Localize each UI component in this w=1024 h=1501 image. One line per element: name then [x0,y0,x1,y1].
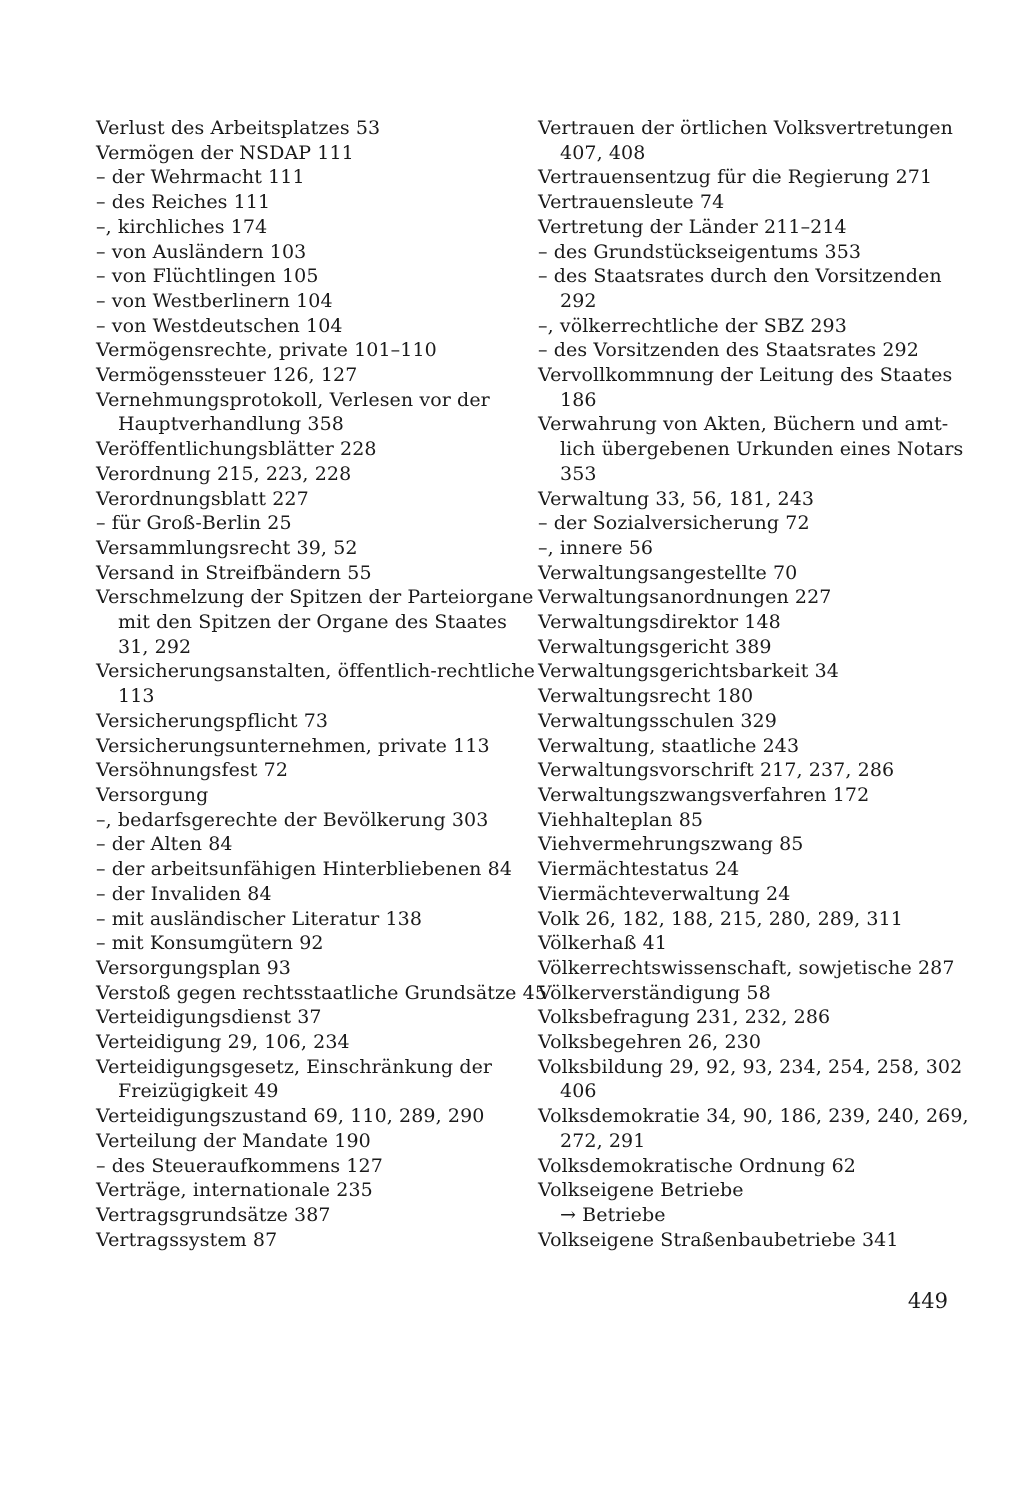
index-entry: Versorgung [96,783,209,806]
index-entry: – von Westberlinern 104 [96,289,333,312]
index-entry: Versammlungsrecht 39, 52 [96,536,358,559]
index-entry: – der Sozialversicherung 72 [538,512,810,535]
index-entry: –, innere 56 [538,536,654,559]
index-entry: Versorgungsplan 93 [96,956,291,979]
index-entry: lich übergebenen Urkunden eines Notars [560,438,964,461]
index-entry: Verwaltungsangestellte 70 [538,561,798,584]
index-entry: –, kirchliches 174 [96,215,268,238]
index-entry: Vervollkommnung der Leitung des Staates [538,364,953,387]
index-entry: Verwahrung von Akten, Büchern und amt- [538,413,949,436]
index-entry: Freizügigkeit 49 [118,1080,279,1103]
index-entry: Vertragssystem 87 [96,1228,278,1251]
index-entry: → Betriebe [560,1203,666,1226]
index-entry: Verwaltung 33, 56, 181, 243 [538,487,815,510]
index-entry: 353 [560,462,597,485]
index-entry: – von Ausländern 103 [96,240,307,263]
index-entry: Vermögen der NSDAP 111 [96,141,354,164]
index-entry: – der Invaliden 84 [96,882,272,905]
index-entry: Völkerverständigung 58 [538,981,771,1004]
index-entry: Verwaltungsanordnungen 227 [538,586,832,609]
index-entry: Verträge, internationale 235 [96,1179,373,1202]
index-entry: – des Steueraufkommens 127 [96,1154,383,1177]
index-entry: Vermögenssteuer 126, 127 [96,364,358,387]
index-entry: Vermögensrechte, private 101–110 [96,339,437,362]
index-entry: Verordnung 215, 223, 228 [96,462,352,485]
index-entry: Volksdemokratische Ordnung 62 [538,1154,856,1177]
index-column-left [96,116,548,1252]
index-entry: Verwaltungsschulen 329 [538,709,777,732]
index-entry: Viehvermehrungszwang 85 [538,833,804,856]
index-entry: Verteidigungszustand 69, 110, 289, 290 [96,1105,485,1128]
index-entry: Versicherungspflicht 73 [96,709,329,732]
index-entry: Volksbildung 29, 92, 93, 234, 254, 258, 302 [538,1055,963,1078]
page-number: 449 [907,1289,948,1313]
index-entry: Völkerhaß 41 [538,932,668,955]
index-entry: Vertragsgrundsätze 387 [96,1203,331,1226]
index-entry: – der arbeitsunfähigen Hinterbliebenen 84 [96,858,513,881]
index-entry: 407, 408 [560,141,646,164]
index-entry: Volk 26, 182, 188, 215, 280, 289, 311 [538,907,903,930]
index-entry: Verwaltungsvorschrift 217, 237, 286 [538,759,895,782]
index-entry: Verwaltungszwangsverfahren 172 [538,783,870,806]
index-entry: 31, 292 [118,635,192,658]
index-entry: –, bedarfsgerechte der Bevölkerung 303 [96,808,489,831]
index-entry: Verschmelzung der Spitzen der Parteiorgane [96,586,534,609]
index-entry: Verwaltungsgerichtsbarkeit 34 [538,660,839,683]
index-entry: Verteidigung 29, 106, 234 [96,1031,350,1054]
index-entry: 406 [560,1080,597,1103]
index-entry: Versand in Streifbändern 55 [96,561,372,584]
index-entry: – des Grundstückseigentums 353 [538,240,862,263]
index-entry: – der Alten 84 [96,833,233,856]
index-entry: Verwaltungsdirektor 148 [538,611,781,634]
index-entry: Verwaltung, staatliche 243 [538,734,800,757]
index-entry: 272, 291 [560,1129,646,1152]
index-entry: Vertrauensentzug für die Regierung 271 [538,166,933,189]
index-entry: Verteilung der Mandate 190 [96,1129,371,1152]
index-entry: – des Staatsrates durch den Vorsitzenden [538,265,942,288]
index-entry: Verstoß gegen rechtsstaatliche Grundsätze 45 [96,981,548,1004]
index-entry: 292 [560,289,597,312]
index-entry: Versöhnungsfest 72 [96,759,289,782]
index-entry: Versicherungsunternehmen, private 113 [96,734,490,757]
index-column-right [538,116,969,1252]
index-entry: –, völkerrechtliche der SBZ 293 [538,314,847,337]
index-entry: Vertretung der Länder 211–214 [538,215,847,238]
index-entry: – des Reiches 111 [96,191,271,214]
index-entry: Verwaltungsrecht 180 [538,685,754,708]
index-entry: Veröffentlichungsblätter 228 [96,438,377,461]
index-entry: Verwaltungsgericht 389 [538,635,772,658]
index-entry: Viermächtestatus 24 [538,858,740,881]
index-entry: Viermächteverwaltung 24 [538,882,791,905]
index-entry: – der Wehrmacht 111 [96,166,305,189]
index-entry: – von Westdeutschen 104 [96,314,343,337]
index-entry: mit den Spitzen der Organe des Staates [118,611,508,634]
index-entry: Volkseigene Betriebe [538,1179,744,1202]
index-entry: Vernehmungsprotokoll, Verlesen vor der [96,388,490,411]
index-entry: Verteidigungsgesetz, Einschränkung der [96,1055,493,1078]
index-entry: – des Vorsitzenden des Staatsrates 292 [538,339,919,362]
index-entry: Vertrauensleute 74 [538,191,725,214]
index-entry: Verlust des Arbeitsplatzes 53 [96,117,381,139]
index-entry: Volksdemokratie 34, 90, 186, 239, 240, 269, [538,1105,969,1128]
index-entry: Völkerrechtswissenschaft, sowjetische 287 [538,956,955,979]
index-entry: Verteidigungsdienst 37 [96,1006,322,1029]
index-entry: – für Groß-Berlin 25 [96,512,292,535]
index-entry: Versicherungsanstalten, öffentlich-rechtliche [96,660,535,683]
index-entry: Volksbegehren 26, 230 [538,1031,762,1054]
index-entry: – von Flüchtlingen 105 [96,265,319,288]
index-entry: Hauptverhandlung 358 [118,413,344,436]
index-entry: 186 [560,388,597,411]
index-entry: 113 [118,685,155,708]
index-entry: – mit ausländischer Literatur 138 [96,907,423,930]
index-entry: – mit Konsumgütern 92 [96,932,324,955]
index-entry: Vertrauen der örtlichen Volksvertretungen [538,117,953,139]
index-entry: Volksbefragung 231, 232, 286 [538,1006,831,1029]
index-entry: Volkseigene Straßenbaubetriebe 341 [538,1228,899,1251]
index-entry: Verordnungsblatt 227 [96,487,309,510]
index-entry: Viehhaltеplan 85 [538,808,704,831]
